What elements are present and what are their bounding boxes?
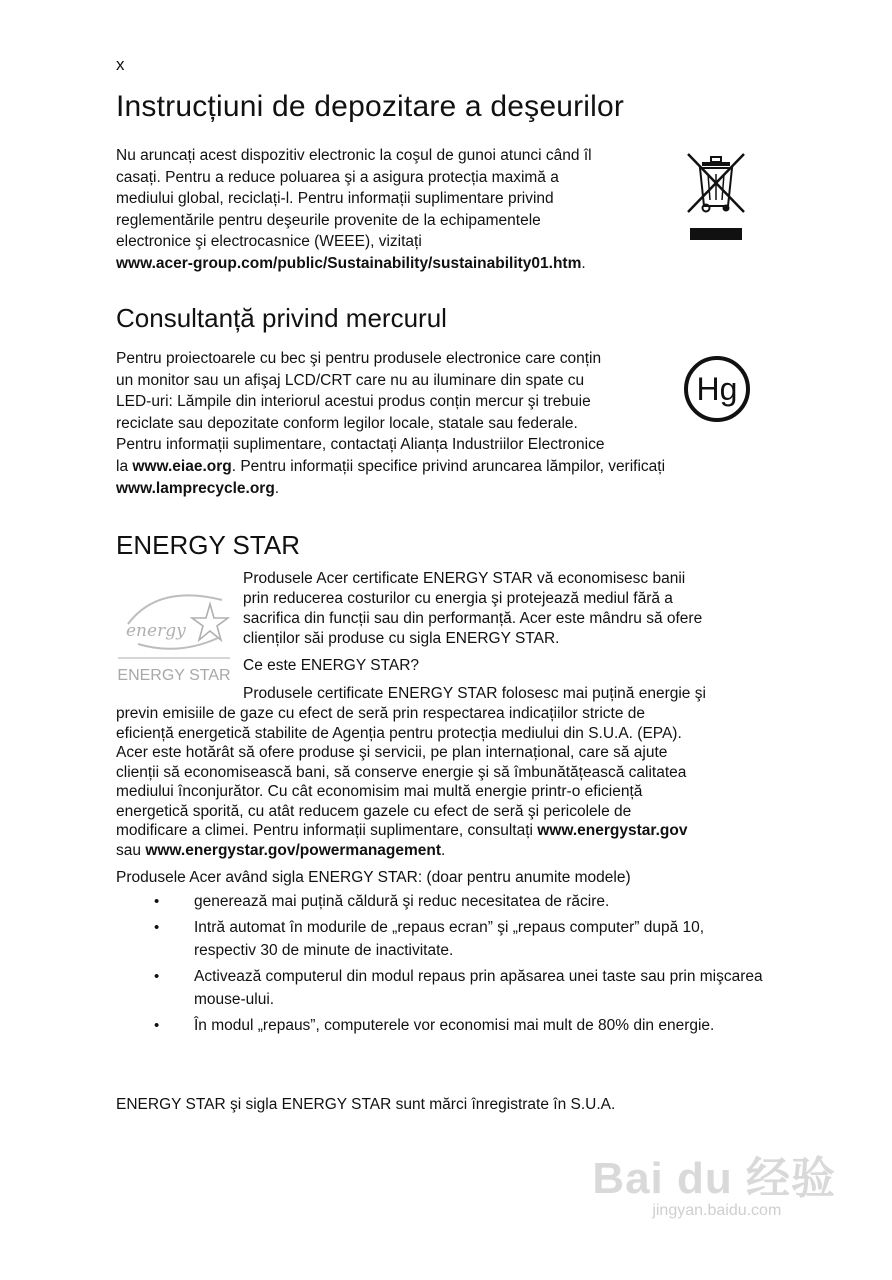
bullet-marker: •: [154, 968, 160, 985]
bullet-marker: •: [154, 893, 160, 910]
watermark-url: jingyan.baidu.com: [652, 1202, 782, 1219]
energy-body-line-prefix-2: sau: [116, 841, 146, 859]
weee-section-title: Instrucțiuni de depozitare a deşeurilor: [116, 90, 625, 123]
list-item: [116, 916, 766, 962]
powermanagement-link-suffix: .: [441, 841, 446, 859]
energy-intro-paragraph: [243, 569, 763, 649]
list-item-text: Activează computerul din modul repaus prin apăsarea unei taste sau prin mişcarea mouse-ului.: [194, 968, 763, 1008]
powermanagement-link[interactable]: www.energystar.gov/powermanagement: [145, 841, 442, 859]
energy-body-line: mediului înconjurător. Cu cât economisim mai multă energie printr-o eficiență: [116, 783, 643, 800]
energystar-link[interactable]: www.energystar.gov: [537, 822, 688, 839]
eiae-link[interactable]: www.eiae.org: [132, 457, 232, 475]
energy-intro-line: Produsele Acer certificate ENERGY STAR vă economisesc banii: [243, 570, 686, 587]
energy-body-first-line: Produsele certificate ENERGY STAR folosesc mai puțină energie şi: [243, 685, 706, 702]
mercury-paragraph: [116, 348, 756, 499]
mercury-line-prefix: la: [116, 457, 133, 475]
weee-crossed-bin-icon: [684, 150, 748, 249]
mercury-section-title: Consultanță privind mercurul: [116, 303, 447, 333]
energy-bullet-list: [116, 890, 766, 1040]
list-item-text: generează mai puțină căldură şi reduc necesitatea de răcire.: [194, 893, 610, 910]
list-item-text: Intră automat în modurile de „repaus ecran” şi „repaus computer” după 10, respectiv 30 de minute de inactivitate.: [194, 919, 705, 959]
energy-logo-text: ENERGY STAR: [118, 667, 230, 684]
lamprecycle-link[interactable]: www.lamprecycle.org: [116, 479, 275, 497]
lamprecycle-link-suffix: .: [274, 479, 280, 497]
energy-intro-line: clienților săi produse cu sigla ENERGY STAR.: [243, 630, 560, 647]
trademark-note: ENERGY STAR şi sigla ENERGY STAR sunt mărci înregistrate în S.U.A.: [116, 1096, 616, 1113]
weee-line: mediului global, reciclați-l. Pentru informații suplimentare privind: [116, 190, 554, 208]
energy-list-intro: Produsele Acer având sigla ENERGY STAR: (doar pentru anumite modele): [116, 869, 631, 886]
list-item-text: În modul „repaus”, computerele vor economisi mai mult de 80% din energie.: [194, 1017, 715, 1034]
energy-body-line-prefix: modificare a climei. Pentru informații suplimentare, consultați: [116, 822, 538, 839]
bullet-marker: •: [154, 919, 160, 936]
energy-intro-line: prin reducerea costurilor cu energia şi protejează mediul fără a: [243, 590, 673, 607]
energy-star-logo: [118, 580, 230, 690]
weee-line: Nu aruncați acest dispozitiv electronic la coşul de gunoi atunci când îl: [116, 147, 592, 164]
energy-body-line: Acer este hotărât să ofere produse şi servicii, pe plan internațional, care să ajute: [116, 744, 668, 761]
bullet-marker: •: [154, 1017, 160, 1034]
mercury-line: un monitor sau un afişaj LCD/CRT care nu au iluminare din spate cu: [116, 371, 585, 389]
energy-section-title: ENERGY STAR: [116, 530, 300, 560]
baidu-watermark: [592, 1142, 836, 1220]
mercury-line: reciclate sau depozitate conform legilor locale, statale sau federale.: [116, 414, 578, 432]
weee-line: casați. Pentru a reduce poluarea şi a asigura protecția maximă a: [116, 168, 559, 186]
energy-body-line: clienții să economisească bani, să conserve energie şi să îmbunătățească calitatea: [116, 763, 687, 781]
mercury-line: LED-uri: Lămpile din interiorul acestui produs conțin mercur şi trebuie: [116, 393, 591, 411]
list-item: [116, 965, 766, 1011]
mercury-line: Pentru proiectoarele cu bec şi pentru produsele electronice care conțin: [116, 350, 602, 367]
mercury-line: Pentru informații suplimentare, contactați Alianța Industriilor Electronice: [116, 436, 605, 454]
weee-line: electronice şi electrocasnice (WEEE), vizitați: [116, 233, 422, 251]
weee-paragraph: [116, 145, 676, 275]
energy-body-paragraph: [116, 704, 766, 860]
watermark-logo: Bai du 经验: [592, 1154, 836, 1203]
weee-line: reglementările pentru deşeurile provenite de la echipamentele: [116, 211, 541, 229]
energy-body-line: previn emisiile de gaze cu efect de seră prin respectarea indicațiilor stricte de: [116, 705, 645, 722]
mercury-hg-icon: [683, 355, 751, 423]
list-item: [116, 890, 766, 913]
energy-body-line: energetică sporită, cu atât reducem gazele cu efect de seră şi pericolele de: [116, 802, 632, 820]
energy-question: Ce este ENERGY STAR?: [243, 657, 420, 674]
weee-link-suffix: .: [581, 254, 586, 272]
list-item: [116, 1014, 766, 1037]
hg-label: Hg: [696, 371, 738, 407]
weee-link[interactable]: www.acer-group.com/public/Sustainability/sustainability01.htm: [116, 254, 582, 272]
energy-body-line: eficiență energetică stabilite de Agenția pentru protecția mediului din S.U.A. (EPA).: [116, 724, 682, 742]
page-number: x: [116, 55, 125, 74]
energy-intro-line: sacrifica din funcții sau din performanță. Acer este mândru să ofere: [243, 610, 703, 627]
mercury-line-suffix: . Pentru informații specifice privind aruncarea lămpilor, verificați: [231, 457, 666, 475]
energy-logo-script: energy: [126, 621, 186, 641]
